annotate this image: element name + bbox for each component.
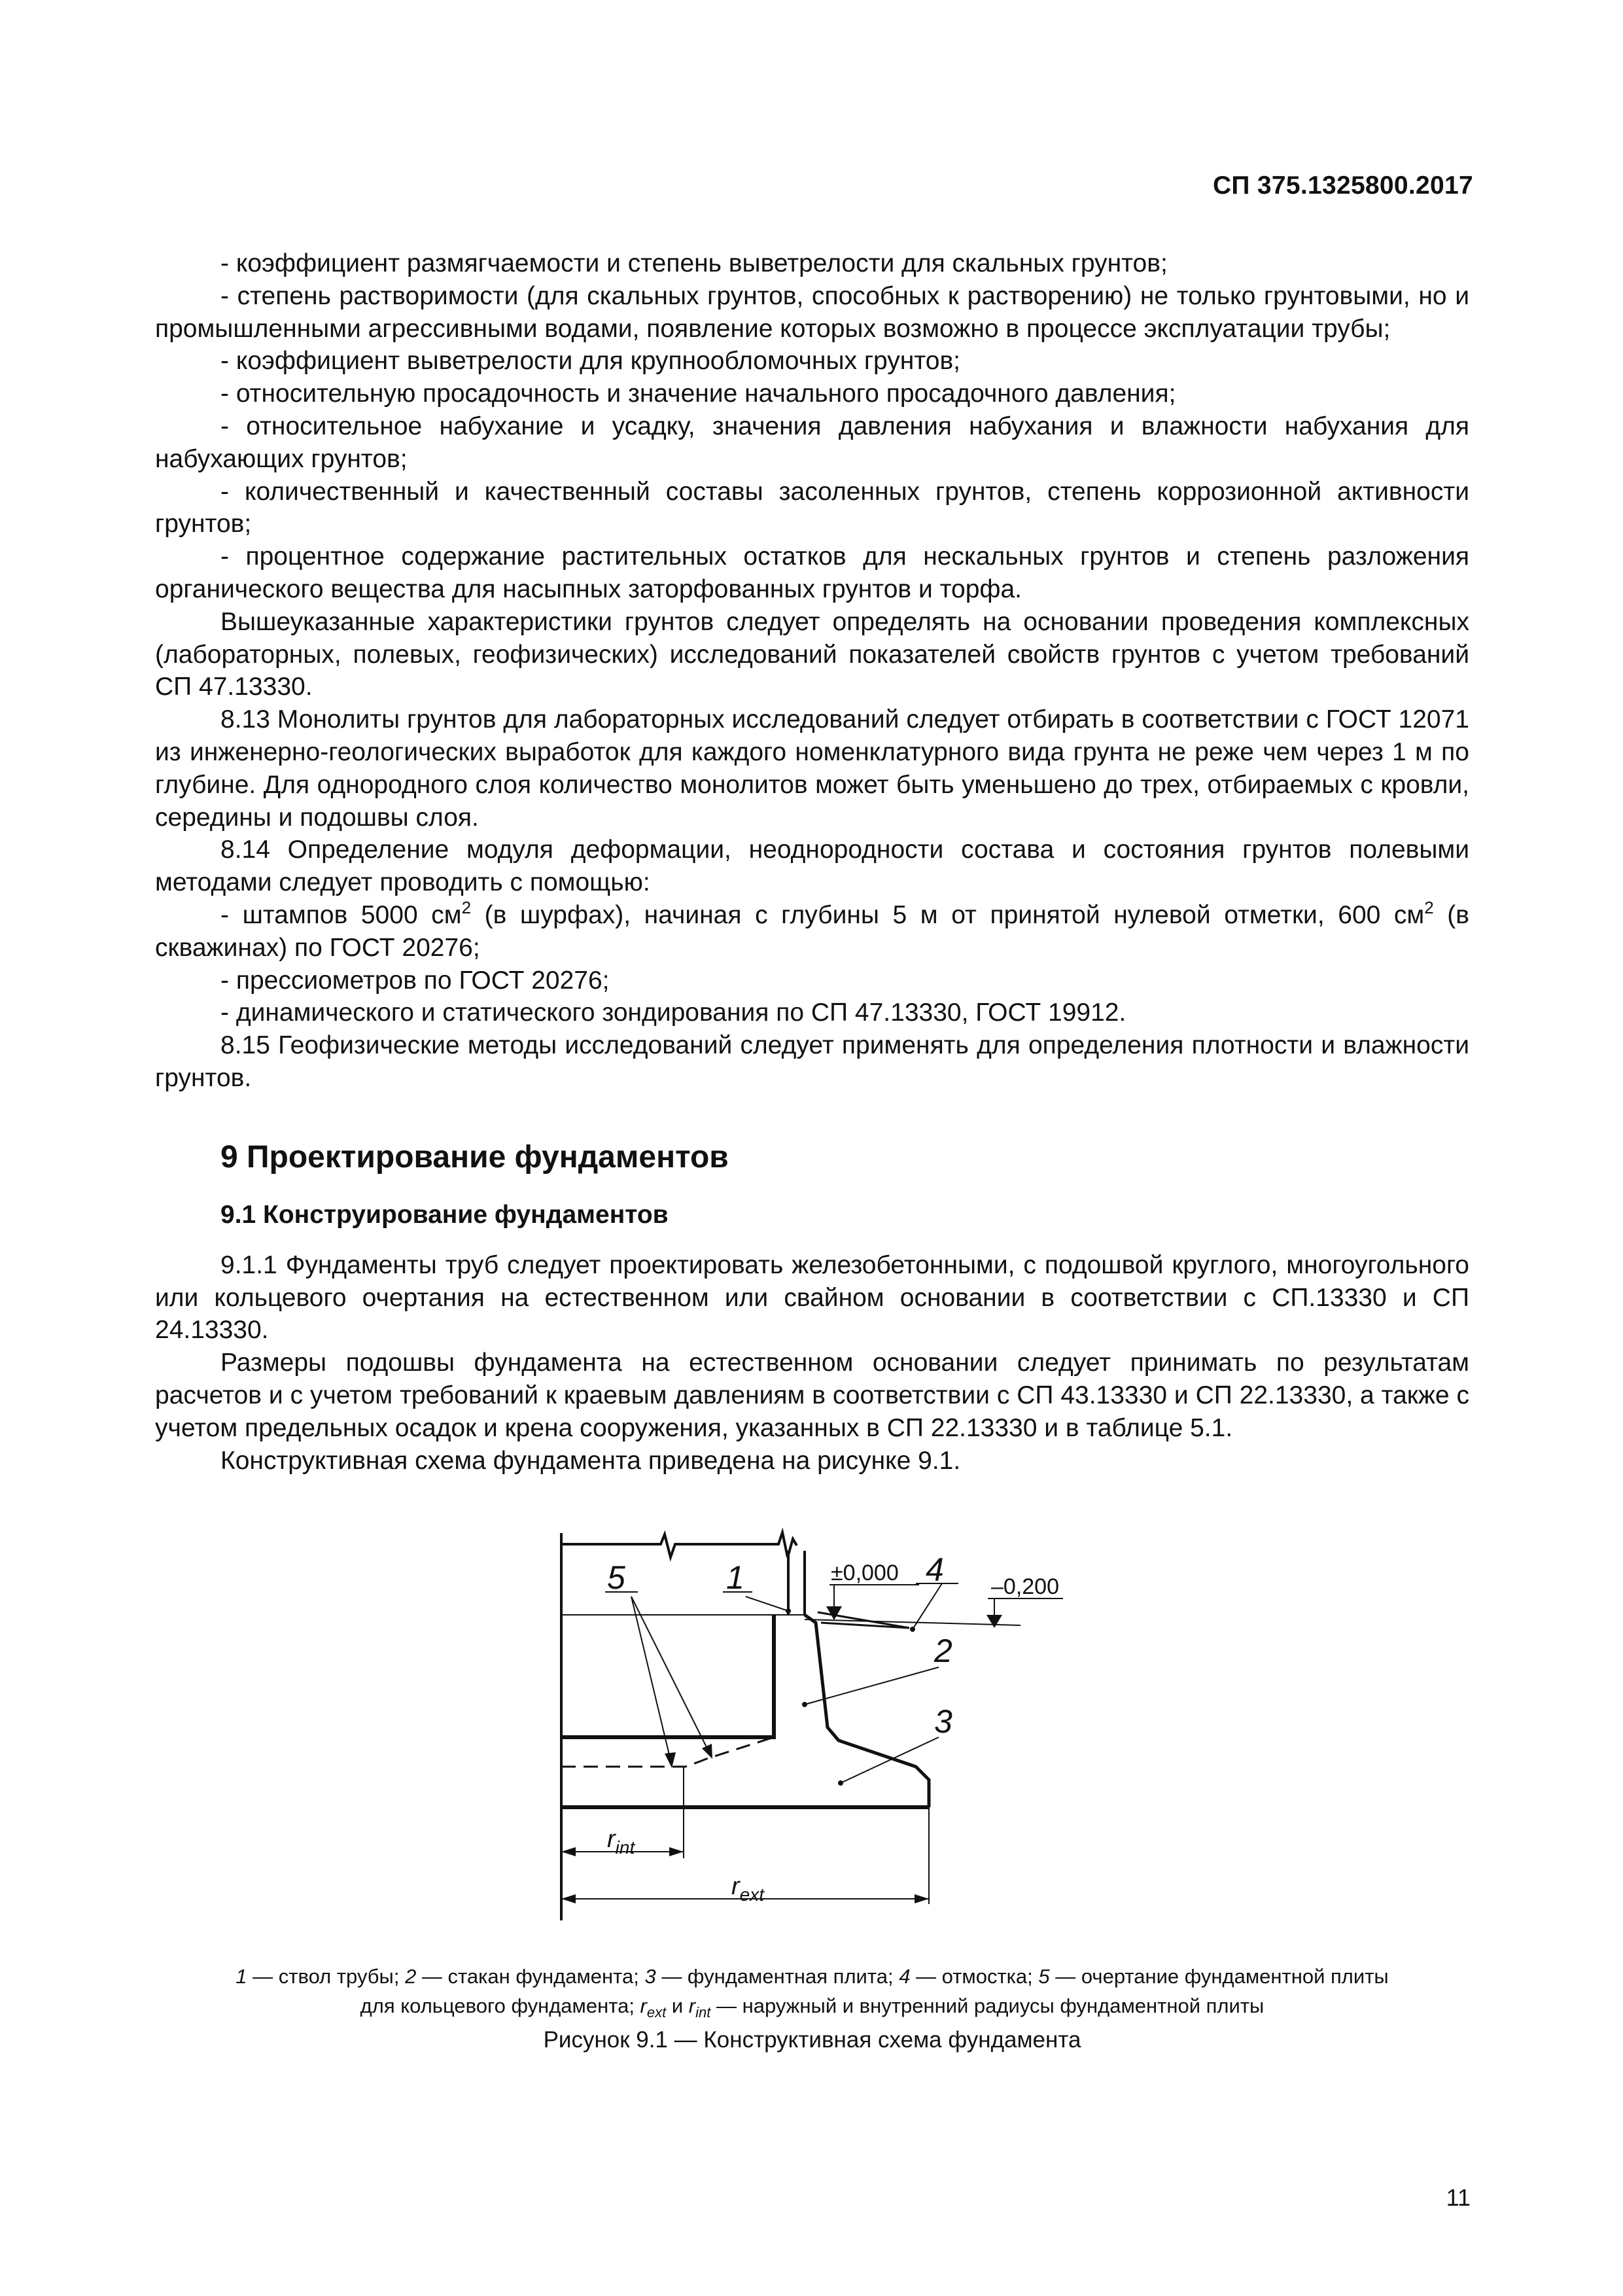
r-int-subscript: int bbox=[615, 1837, 635, 1858]
r-ext-label bbox=[731, 1873, 765, 1905]
arrow-r-int-left bbox=[561, 1847, 576, 1856]
arrow-r-int-right bbox=[669, 1847, 684, 1856]
point-3 bbox=[838, 1780, 843, 1786]
label-2: 2 bbox=[934, 1633, 952, 1669]
paragraph-characteristics: Вышеуказанные характеристики грунтов следует определять на основании проведения комплексных (лабораторных, полевых, геофизических) исследований показателей свойств грунтов с учетом требований СП 47.13330. bbox=[155, 607, 1469, 701]
leader-5b bbox=[631, 1597, 710, 1754]
page-number: 11 bbox=[1446, 2184, 1471, 2211]
list-item: - степень растворимости (для скальных грунтов, способных к растворению) не только грунтовыми, но и промышленными агрессивными водами, появление которых возможно в процессе эксплуатации трубы; bbox=[155, 281, 1469, 343]
label-4: 4 bbox=[926, 1551, 944, 1588]
paragraph-8-15: 8.15 Геофизические методы исследований следует применять для определения плотности и влажности грунтов. bbox=[155, 1031, 1469, 1092]
ground-top-line bbox=[561, 1532, 797, 1557]
list-item-stamps bbox=[155, 899, 1469, 964]
arrow-r-ext-left bbox=[561, 1894, 576, 1903]
superscript: 2 bbox=[1424, 897, 1434, 917]
elev-minus-arrow bbox=[986, 1615, 1002, 1628]
label-3: 3 bbox=[934, 1703, 952, 1740]
list-item: - прессиометров по ГОСТ 20276; bbox=[220, 966, 610, 995]
figure-caption: Рисунок 9.1 — Конструктивная схема фундамента bbox=[543, 2027, 1081, 2053]
point-1 bbox=[786, 1608, 791, 1614]
elevation-minus-label: –0,200 bbox=[991, 1574, 1059, 1599]
elevation-zero-label: ±0,000 bbox=[831, 1561, 899, 1585]
stamp-text-a: - штампов 5000 см bbox=[220, 900, 462, 929]
list-item: - коэффициент выветрелости для крупнообломочных грунтов; bbox=[220, 347, 960, 376]
section-title: 9 Проектирование фундаментов bbox=[220, 1139, 729, 1174]
r-int-label bbox=[607, 1826, 635, 1858]
label-1: 1 bbox=[726, 1559, 744, 1596]
stamp-text-c: (в скважинах) по ГОСТ 20276; bbox=[155, 900, 1470, 962]
point-4 bbox=[910, 1627, 915, 1632]
foundation-cup-outline bbox=[561, 1615, 774, 1737]
r-int-symbol: r bbox=[607, 1826, 616, 1853]
foundation-cup-right bbox=[805, 1615, 929, 1807]
superscript: 2 bbox=[461, 897, 472, 917]
list-item: - количественный и качественный составы засоленных грунтов, степень коррозионной активности грунтов; bbox=[155, 477, 1469, 539]
ring-slab-outline bbox=[561, 1737, 774, 1767]
arrow-5a bbox=[665, 1752, 676, 1768]
label-5: 5 bbox=[607, 1559, 625, 1596]
list-item: - коэффициент размягчаемости и степень выветрелости для скальных грунтов; bbox=[220, 249, 1168, 277]
legend-line-2: для кольцевого фундамента; $r_{ext}$ и $r_{int}$ — наружный и внутренний радиусы фундаментной плиты bbox=[360, 1994, 1265, 2021]
subsection-title: 9.1 Конструирование фундаментов bbox=[220, 1200, 669, 1229]
point-2 bbox=[802, 1702, 807, 1707]
document-code: СП 375.1325800.2017 bbox=[1212, 171, 1473, 200]
paragraph-scheme: Конструктивная схема фундамента приведена на рисунке 9.1. bbox=[220, 1446, 961, 1475]
figure-legend bbox=[155, 1962, 1469, 2021]
paragraph-sizes: Размеры подошвы фундамента на естественном основании следует принимать по результатам расчетов и с учетом требований к краевым давлениям в соответствии с СП 43.13330 и СП 22.13330, а также с учетом предельных осадок и крена сооружения, указанных в СП 22.13330 и в таблице 5.1. bbox=[155, 1349, 1469, 1442]
body-text bbox=[155, 247, 1469, 1477]
stamp-text-b: (в шурфах), начиная с глубины 5 м от принятой нулевой отметки, 600 см bbox=[471, 900, 1425, 929]
leader-1 bbox=[746, 1597, 788, 1611]
list-item: - относительное набухание и усадку, значения давления набухания и влажности набухания для набухающих грунтов; bbox=[155, 412, 1469, 473]
list-item: - относительную просадочность и значение начального просадочного давления; bbox=[220, 380, 1176, 408]
leader-2 bbox=[805, 1667, 939, 1704]
arrow-5b bbox=[702, 1744, 712, 1759]
list-item: - динамического и статического зондирования по СП 47.13330, ГОСТ 19912. bbox=[220, 998, 1126, 1027]
r-ext-subscript: ext bbox=[739, 1884, 765, 1905]
arrow-r-ext-right bbox=[915, 1894, 929, 1903]
legend-line-1: 1 — ствол трубы; 2 — стакан фундамента; 3 — фундаментная плита; 4 — отмостка; 5 — очертание фундаментной плиты bbox=[236, 1965, 1389, 1988]
paragraph-9-1-1: 9.1.1 Фундаменты труб следует проектировать железобетонными, с подошвой круглого, многоугольного или кольцевого очертания на естественном или свайном основании в соответствии с СП.13330 и СП 24.13330. bbox=[155, 1250, 1469, 1345]
paragraph-8-13: 8.13 Монолиты грунтов для лабораторных исследований следует отбирать в соответствии с ГОСТ 12071 из инженерно-геологических выработок для каждого номенклатурного вида грунта не реже чем через 1 м по глубине. Для однородного слоя количество монолитов может быть уменьшено до трех, отбираемых с кровли, середины и подошвы слоя. bbox=[155, 705, 1469, 832]
paragraph-8-14: 8.14 Определение модуля деформации, неоднородности состава и состояния грунтов полевыми методами следует проводить с помощью: bbox=[155, 836, 1469, 897]
r-ext-symbol: r bbox=[731, 1873, 740, 1900]
foundation-diagram bbox=[0, 1505, 1623, 1956]
list-item: - процентное содержание растительных остатков для нескальных грунтов и степень разложения органического вещества для насыпных заторфованных грунтов и торфа. bbox=[155, 542, 1469, 603]
